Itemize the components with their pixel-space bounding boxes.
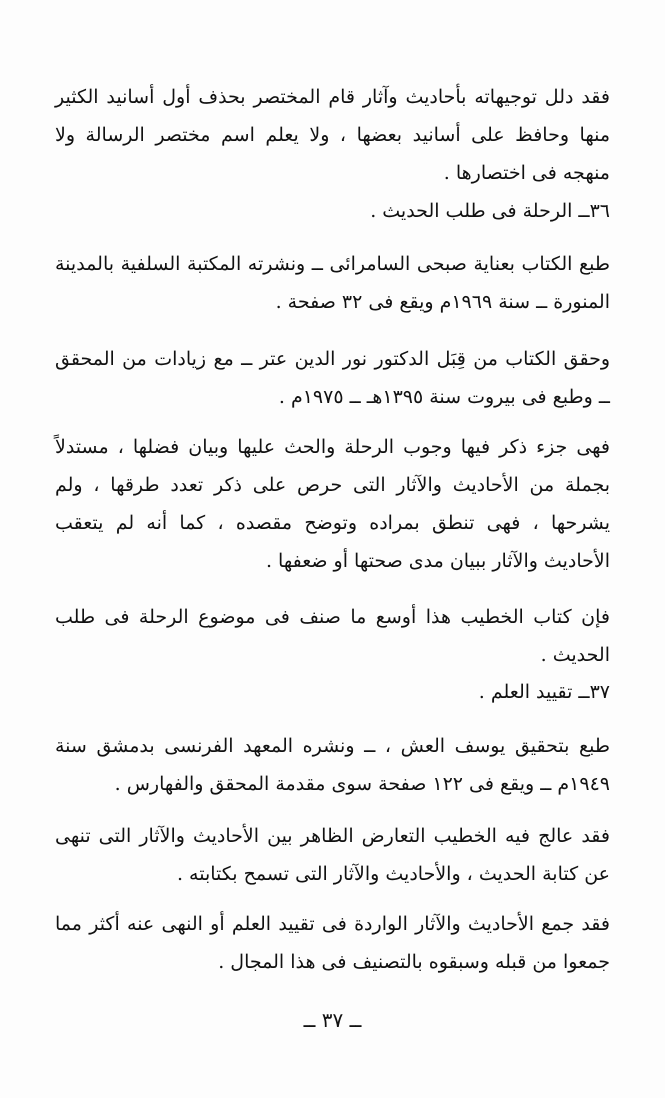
page-number: ــ ٣٧ ــ xyxy=(303,1008,362,1032)
paragraph-edition-3: طبع بتحقيق يوسف العش ، ــ ونشره المعهد الفرنسى بدمشق سنة ١٩٤٩م ــ ويقع فى ١٢٢ صفحة سوى مقدمة المحقق والفهارس . xyxy=(55,735,610,795)
paragraph-edition-1: طبع الكتاب بعناية صبحى السامرائى ــ ونشرته المكتبة السلفية بالمدينة المنورة ــ سنة ١٩٦٩م ويقع فى ٣٢ صفحة . xyxy=(55,253,610,313)
paragraph-description: فهى جزء ذكر فيها وجوب الرحلة والحث عليها وبيان فضلها ، مستدلاً بجملة من الأحاديث والآثار التى حرص على ذكر تعدد طرقها ، ولم يشرحها ، فهى تنطق بمراده وتوضح مقصده ، كما أنه لم يتعقب الأحاديث والآثار ببيان مدى صحتها أو ضعفها . xyxy=(55,436,610,572)
paragraph-intro: فقد دلل توجيهاته بأحاديث وآثار قام المختصر بحذف أول أسانيد الكثير منها وحافظ على أسانيد بعضها ، ولا يعلم اسم مختصر الرسالة ولا منهجه فى اختصارها . xyxy=(55,86,610,184)
section-heading-36: ٣٦ــ الرحلة فى طلب الحديث . xyxy=(370,200,610,222)
section-heading-37: ٣٧ــ تقييد العلم . xyxy=(478,681,610,703)
paragraph-assessment: فإن كتاب الخطيب هذا أوسع ما صنف فى موضوع الرحلة فى طلب الحديث . xyxy=(55,606,610,666)
paragraph-conclusion: فقد جمع الأحاديث والآثار الواردة فى تقييد العلم أو النهى عنه أكثر مما جمعوا من قبله وسبقوه بالتصنيف فى هذا المجال . xyxy=(55,913,610,973)
paragraph-edition-2: وحقق الكتاب من قِبَل الدكتور نور الدين عتر ــ مع زيادات من المحقق ــ وطبع فى بيروت سنة ١٣٩٥هـ ــ ١٩٧٥م . xyxy=(55,348,610,408)
paragraph-content: فقد عالج فيه الخطيب التعارض الظاهر بين الأحاديث والآثار التى تنهى عن كتابة الحديث ، والأحاديث والآثار التى تسمح بكتابته . xyxy=(55,825,610,885)
